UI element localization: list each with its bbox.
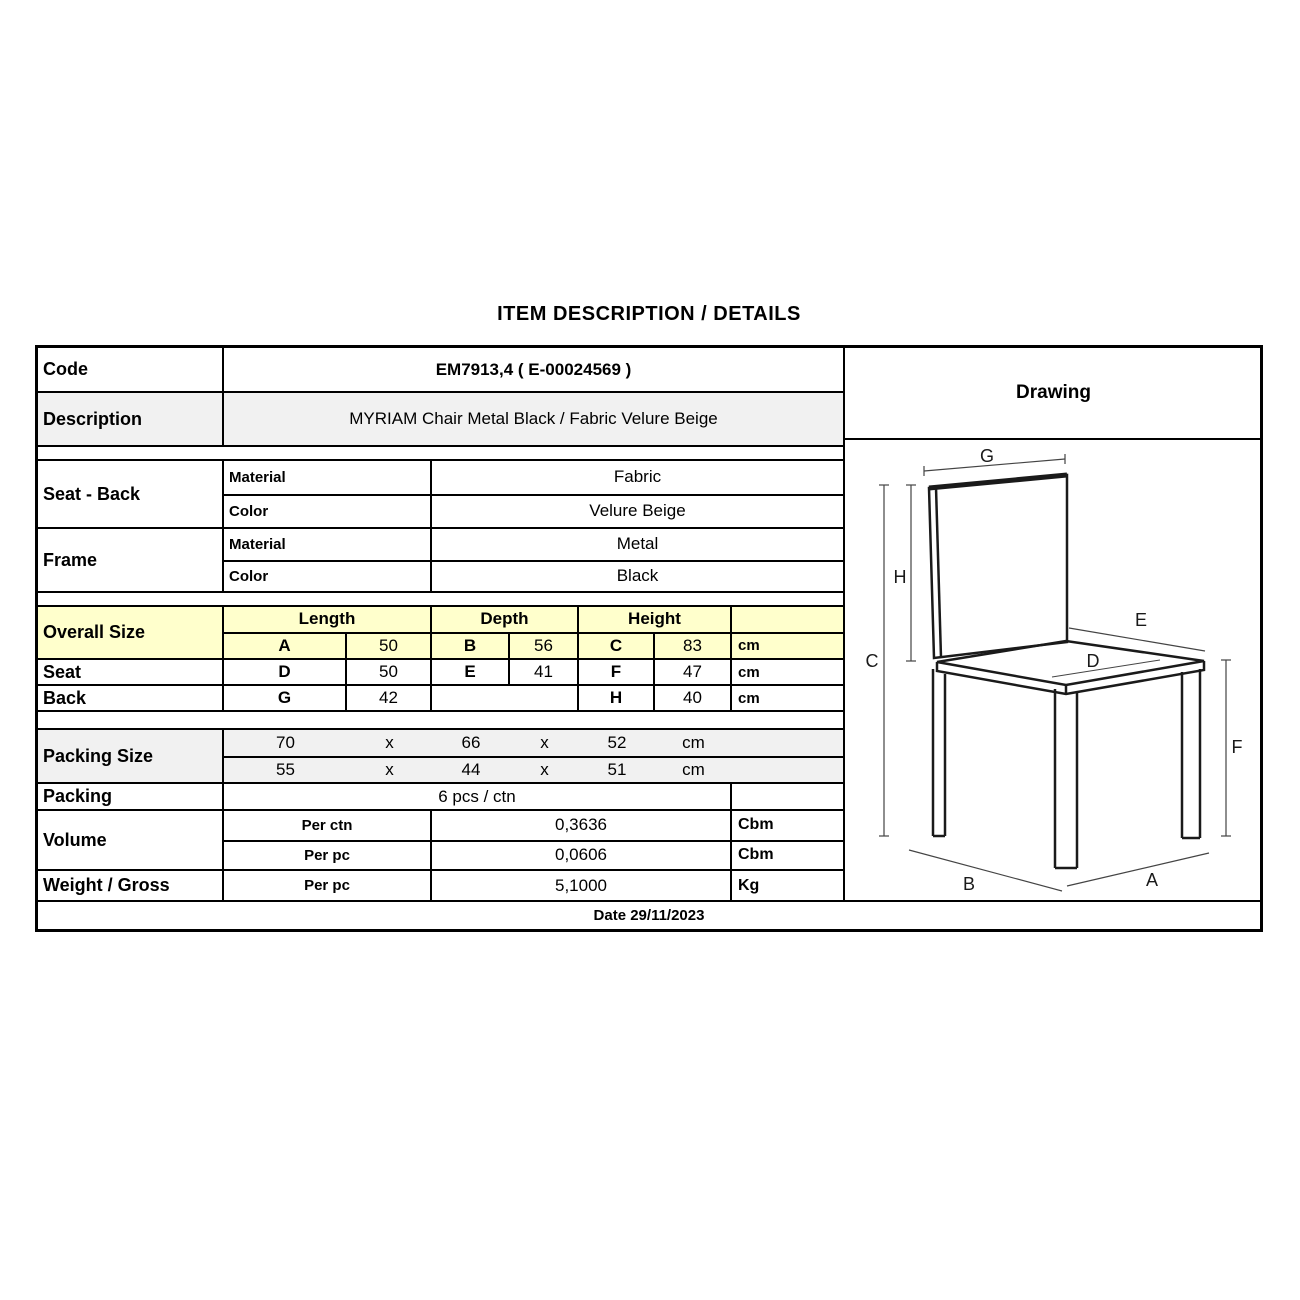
weight-row [38, 869, 843, 900]
packing-size-label: Packing Size [43, 745, 154, 766]
volume-per-ctn-label: Per ctn [222, 811, 430, 840]
packing-size-2-x1: x [385, 759, 394, 779]
back-height-value: 40 [653, 686, 730, 710]
chair-legs [933, 669, 1200, 868]
overall-length-value: 50 [345, 634, 430, 658]
overall-height-key: C [577, 634, 653, 658]
packing-size-2-x2: x [540, 759, 549, 779]
dim-label-c: C [865, 651, 879, 671]
overall-length-key: A [222, 634, 345, 658]
code-value: EM7913,4 ( E-00024569 ) [222, 348, 843, 391]
seat-height-key: F [577, 660, 653, 684]
back-label: Back [43, 687, 87, 708]
back-length-value: 42 [345, 686, 430, 710]
packing-label: Packing [43, 786, 113, 806]
frame-label: Frame [43, 549, 98, 570]
packing-size-1-v3: 52 [607, 732, 627, 752]
overall-depth-value: 56 [508, 634, 577, 658]
chair-seat [937, 641, 1204, 694]
volume-per-ctn-unit: Cbm [730, 811, 843, 840]
dim-label-f: F [1231, 737, 1243, 757]
overall-size-group [38, 605, 843, 658]
back-length-key: G [222, 686, 345, 710]
weight-label: Weight / Gross [43, 875, 170, 895]
code-row [38, 348, 843, 391]
drawing-pane [843, 348, 1262, 900]
dim-label-e: E [1134, 610, 1148, 630]
back-height-key: H [577, 686, 653, 710]
page-title: ITEM DESCRIPTION / DETAILS [497, 303, 801, 325]
dim-label-g: G [979, 446, 995, 466]
spacer-row [38, 710, 843, 728]
spec-table [35, 345, 1263, 932]
seat-back-color-value: Velure Beige [430, 496, 843, 527]
back-unit: cm [730, 686, 843, 710]
header-height: Height [577, 607, 730, 632]
seat-back-group [38, 459, 843, 527]
seat-back-label: Seat - Back [43, 483, 141, 504]
packing-value: 6 pcs / ctn [222, 784, 730, 809]
back-depth-blank [430, 686, 577, 710]
frame-color-label: Color [222, 562, 430, 591]
weight-value: 5,1000 [430, 871, 730, 900]
packing-size-2-v3: 51 [607, 759, 627, 779]
overall-unit: cm [730, 634, 843, 658]
frame-material-label: Material [222, 529, 430, 560]
frame-material-value: Metal [430, 529, 843, 560]
packing-size-group [38, 728, 843, 782]
packing-row [38, 782, 843, 809]
seat-unit: cm [730, 660, 843, 684]
volume-per-pc-value: 0,0606 [430, 842, 730, 869]
header-length: Length [222, 607, 430, 632]
chair-drawing [845, 440, 1262, 900]
volume-per-pc-label: Per pc [222, 842, 430, 869]
packing-size-1-unit: cm [682, 732, 705, 752]
volume-per-pc-unit: Cbm [730, 842, 843, 869]
seat-length-key: D [222, 660, 345, 684]
seat-height-value: 47 [653, 660, 730, 684]
packing-size-2-v2: 44 [461, 759, 481, 779]
overall-height-value: 83 [653, 634, 730, 658]
packing-unit-blank [730, 784, 843, 809]
spec-table-main [38, 348, 843, 900]
volume-per-ctn-value: 0,3636 [430, 811, 730, 840]
dim-label-b: B [962, 874, 976, 894]
dim-label-d: D [1086, 651, 1100, 671]
frame-group [38, 527, 843, 591]
date-row [38, 900, 1260, 929]
packing-size-2-unit: cm [682, 759, 705, 779]
seat-row [38, 658, 843, 684]
packing-size-1-v1: 70 [276, 732, 295, 752]
spacer-row [38, 445, 843, 459]
drawing-title: Drawing [845, 348, 1262, 440]
description-label: Description [43, 408, 143, 429]
back-row [38, 684, 843, 710]
overall-size-label: Overall Size [43, 622, 146, 642]
dim-label-h: H [893, 567, 907, 587]
dim-label-a: A [1145, 870, 1159, 890]
frame-color-value: Black [430, 562, 843, 591]
chair-drawing-svg [845, 440, 1262, 895]
description-value: MYRIAM Chair Metal Black / Fabric Velure Beige [222, 393, 843, 445]
packing-size-1-x2: x [540, 732, 549, 752]
volume-group [38, 809, 843, 869]
code-label: Code [43, 359, 88, 379]
date-value: Date 29/11/2023 [593, 907, 705, 924]
chair-backrest [929, 475, 1067, 658]
overall-depth-key: B [430, 634, 508, 658]
spacer-row [38, 591, 843, 605]
seat-depth-value: 41 [508, 660, 577, 684]
seat-depth-key: E [430, 660, 508, 684]
seat-length-value: 50 [345, 660, 430, 684]
packing-size-2-v1: 55 [276, 759, 295, 779]
weight-per-label: Per pc [222, 871, 430, 900]
seat-back-material-value: Fabric [430, 461, 843, 494]
header-unit-blank [730, 607, 843, 632]
seat-label: Seat [43, 661, 82, 682]
seat-back-color-label: Color [222, 496, 430, 527]
packing-size-1-x1: x [385, 732, 394, 752]
description-row [38, 391, 843, 445]
volume-label: Volume [43, 829, 107, 850]
header-depth: Depth [430, 607, 577, 632]
spec-table-body [38, 348, 1260, 900]
packing-size-1-v2: 66 [461, 732, 481, 752]
weight-unit: Kg [730, 871, 843, 900]
seat-back-material-label: Material [222, 461, 430, 494]
